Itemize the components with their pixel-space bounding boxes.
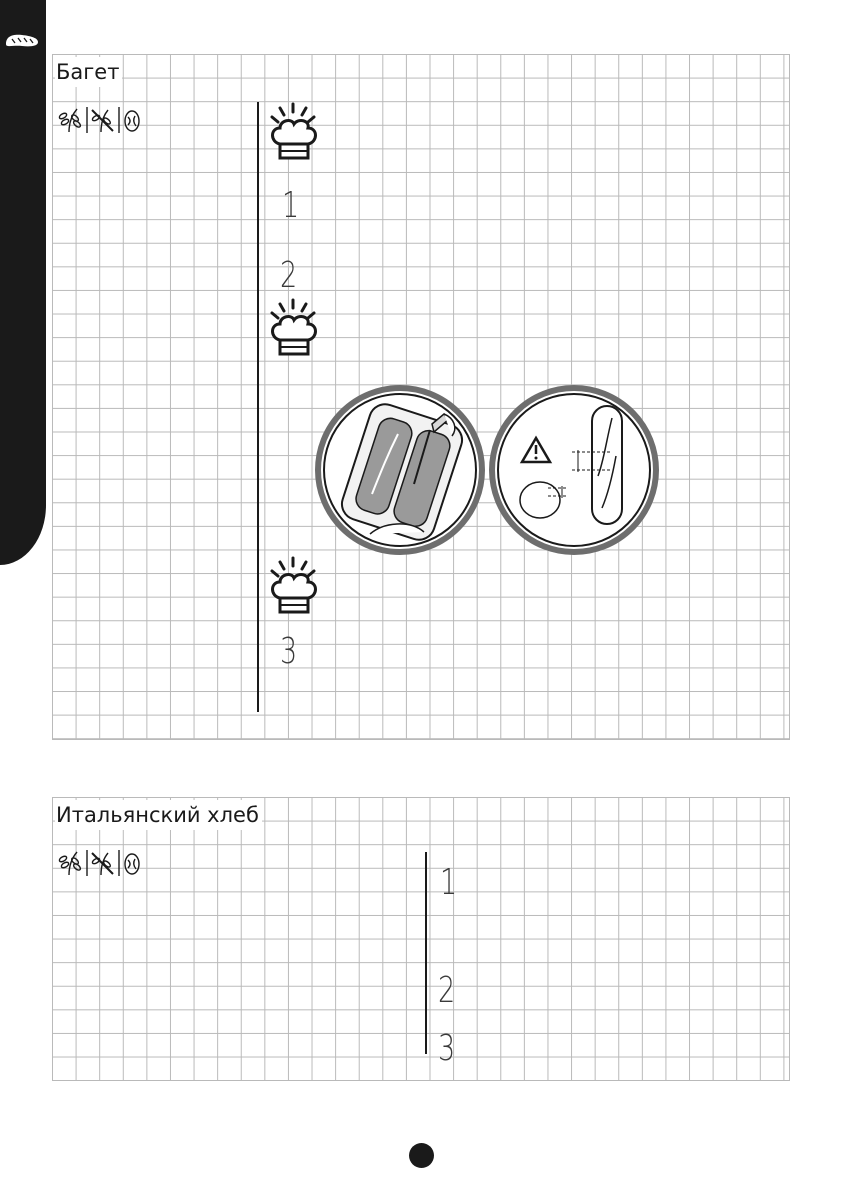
- warning-icon: [488, 384, 660, 556]
- recipe-tools-icons: [55, 849, 155, 877]
- step-number: 1: [440, 862, 458, 903]
- step-number: 3: [280, 631, 298, 672]
- no-gluten-icon: [92, 110, 113, 132]
- step-number: 1: [282, 185, 300, 226]
- chef-hat-icon: [266, 298, 320, 358]
- wheat-icon: [58, 852, 81, 875]
- section-title: Багет: [55, 57, 122, 87]
- section-title: Итальянский хлеб: [55, 800, 262, 830]
- step-number: 3: [438, 1028, 456, 1069]
- side-tab: [0, 0, 46, 565]
- wheat-icon: [58, 109, 81, 132]
- italian-bread-section: [52, 797, 790, 1081]
- column-divider: [257, 102, 259, 712]
- chef-hat-icon: [266, 102, 320, 162]
- no-gluten-icon: [92, 853, 113, 875]
- column-divider: [425, 852, 427, 1054]
- baguette-section: [52, 54, 790, 740]
- page-number-badge: [409, 1143, 434, 1168]
- egg-icon: [125, 854, 139, 874]
- baguette-bread-icon: [3, 30, 41, 50]
- chef-hat-icon: [266, 556, 320, 616]
- step-number: 2: [280, 255, 298, 296]
- egg-icon: [125, 111, 139, 131]
- step-number: 2: [438, 970, 456, 1011]
- baguette-pan-icon: [314, 384, 486, 556]
- recipe-tools-icons: [55, 106, 155, 134]
